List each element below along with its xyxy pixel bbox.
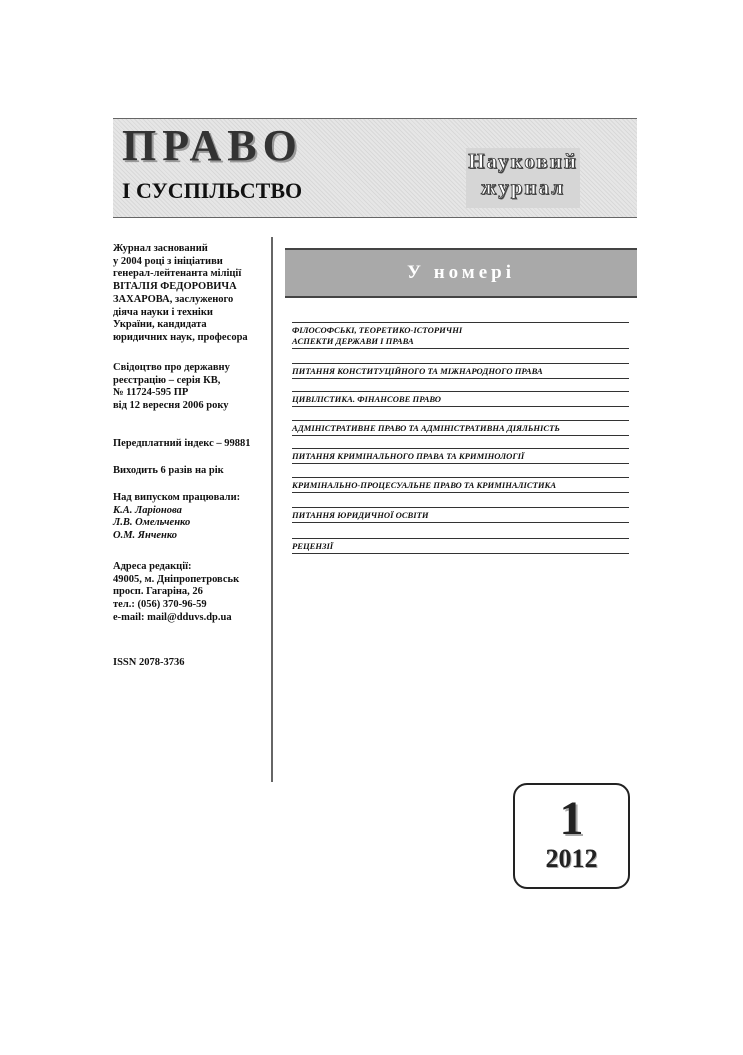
address-heading: Адреса редакції: bbox=[113, 561, 192, 572]
issn: ISSN 2078-3736 bbox=[113, 657, 185, 668]
section-item: ПИТАННЯ ЮРИДИЧНОЇ ОСВІТИ bbox=[292, 507, 629, 523]
issue-year: 2012 bbox=[545, 844, 598, 873]
section-item: АДМІНІСТРАТИВНЕ ПРАВО ТА АДМІНІСТРАТИВНА ДІЯЛЬНІСТЬ bbox=[292, 420, 629, 436]
journal-type-label bbox=[466, 148, 580, 208]
journal-type-line2: журнал bbox=[481, 175, 565, 199]
registration-info: Свідоцтво про державну реєстрацію – серія КВ, № 11724-595 ПР від 12 вересня 2006 року bbox=[113, 362, 230, 412]
subscription-index: Передплатний індекс – 99881 bbox=[113, 438, 251, 449]
founding-info: Журнал заснований у 2004 році з ініціативи генерал-лейтенанта міліції ВІТАЛІЯ ФЕДОРОВИЧА ЗАХАРОВА, заслуженого діяча науки і техніки України, кандидата юридичних наук, професора bbox=[113, 243, 248, 343]
contents-title: У номері bbox=[407, 262, 515, 283]
editorial-address: Адреса редакції: 49005, м. Дніпропетровськ просп. Гагаріна, 26 тел.: (056) 370-96-59 e-mail: mail@dduvs.dp.ua bbox=[113, 561, 273, 625]
section-item: ПИТАННЯ КРИМІНАЛЬНОГО ПРАВА ТА КРИМІНОЛОГІЇ bbox=[292, 448, 629, 464]
publication-frequency: Виходить 6 разів на рік bbox=[113, 465, 224, 476]
section-item: КРИМІНАЛЬНО-ПРОЦЕСУАЛЬНЕ ПРАВО ТА КРИМІНАЛІСТИКА bbox=[292, 477, 629, 493]
section-item: ЦИВІЛІСТИКА. ФІНАНСОВЕ ПРАВО bbox=[292, 391, 629, 407]
journal-subtitle: І СУСПІЛЬСТВО bbox=[122, 178, 303, 203]
editors-info bbox=[113, 492, 273, 543]
section-item: РЕЦЕНЗІЇ bbox=[292, 538, 629, 554]
contents-header bbox=[285, 248, 637, 298]
editors-heading: Над випуском працювали: bbox=[113, 492, 241, 503]
section-item: ФІЛОСОФСЬКІ, ТЕОРЕТИКО-ІСТОРИЧНІ АСПЕКТИ ДЕРЖАВИ І ПРАВА bbox=[292, 322, 629, 349]
editor-name: Л.В. Омельченко bbox=[113, 517, 191, 529]
journal-title: ПРАВО bbox=[122, 121, 303, 170]
editor-name: К.А. Ларіонова bbox=[113, 504, 182, 516]
journal-type-line1: Науковий bbox=[468, 149, 578, 173]
issue-number: 1 bbox=[559, 792, 584, 845]
issue-number-box bbox=[513, 783, 630, 889]
editor-name: О.М. Янченко bbox=[113, 530, 178, 542]
section-item: ПИТАННЯ КОНСТИТУЦІЙНОГО ТА МІЖНАРОДНОГО ПРАВА bbox=[292, 363, 629, 379]
